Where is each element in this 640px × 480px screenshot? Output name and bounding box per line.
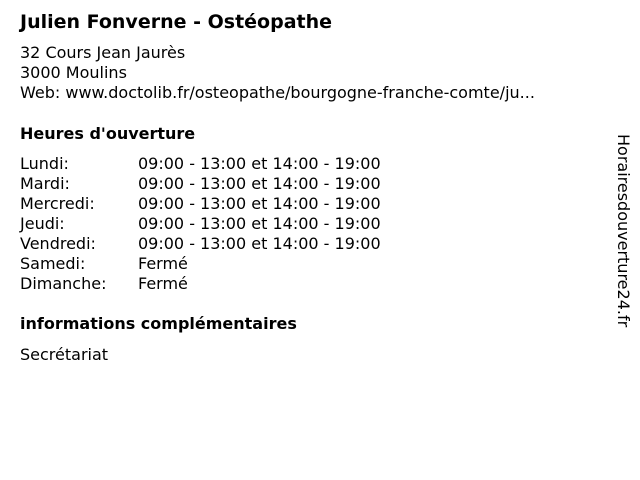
website-line <box>20 83 535 103</box>
hours-row-friday <box>20 234 381 254</box>
hours-row-sunday <box>20 274 381 294</box>
day-label: Lundi: <box>20 154 69 173</box>
day-label: Vendredi: <box>20 234 96 253</box>
day-label: Jeudi: <box>20 214 65 233</box>
additional-info-heading: informations complémentaires <box>20 314 297 333</box>
opening-hours-heading: Heures d'ouverture <box>20 124 196 143</box>
website-label: Web: <box>20 83 61 102</box>
time-value: 09:00 - 13:00 et 14:00 - 19:00 <box>138 194 381 213</box>
time-value: Fermé <box>138 254 188 273</box>
website-link[interactable]: www.doctolib.fr/osteopathe/bourgogne-franche-comte/ju... <box>65 83 535 102</box>
opening-hours-table <box>20 154 381 294</box>
time-value: 09:00 - 13:00 et 14:00 - 19:00 <box>138 154 381 173</box>
time-value: 09:00 - 13:00 et 14:00 - 19:00 <box>138 234 381 253</box>
additional-info-text: Secrétariat <box>20 345 109 364</box>
business-name: Julien Fonverne - Ostéopathe <box>20 11 333 33</box>
hours-row-saturday <box>20 254 381 274</box>
address-city: 3000 Moulins <box>20 63 127 82</box>
day-label: Samedi: <box>20 254 86 273</box>
day-label: Mercredi: <box>20 194 95 213</box>
hours-row-wednesday <box>20 194 381 214</box>
time-value: 09:00 - 13:00 et 14:00 - 19:00 <box>138 214 381 233</box>
address-block <box>20 43 535 103</box>
hours-row-monday <box>20 154 381 174</box>
time-value: 09:00 - 13:00 et 14:00 - 19:00 <box>138 174 381 193</box>
site-watermark: Horairesdouverture24.fr <box>614 134 633 328</box>
address-street: 32 Cours Jean Jaurès <box>20 43 186 62</box>
time-value: Fermé <box>138 274 188 293</box>
hours-row-tuesday <box>20 174 381 194</box>
day-label: Mardi: <box>20 174 70 193</box>
day-label: Dimanche: <box>20 274 107 293</box>
hours-row-thursday <box>20 214 381 234</box>
